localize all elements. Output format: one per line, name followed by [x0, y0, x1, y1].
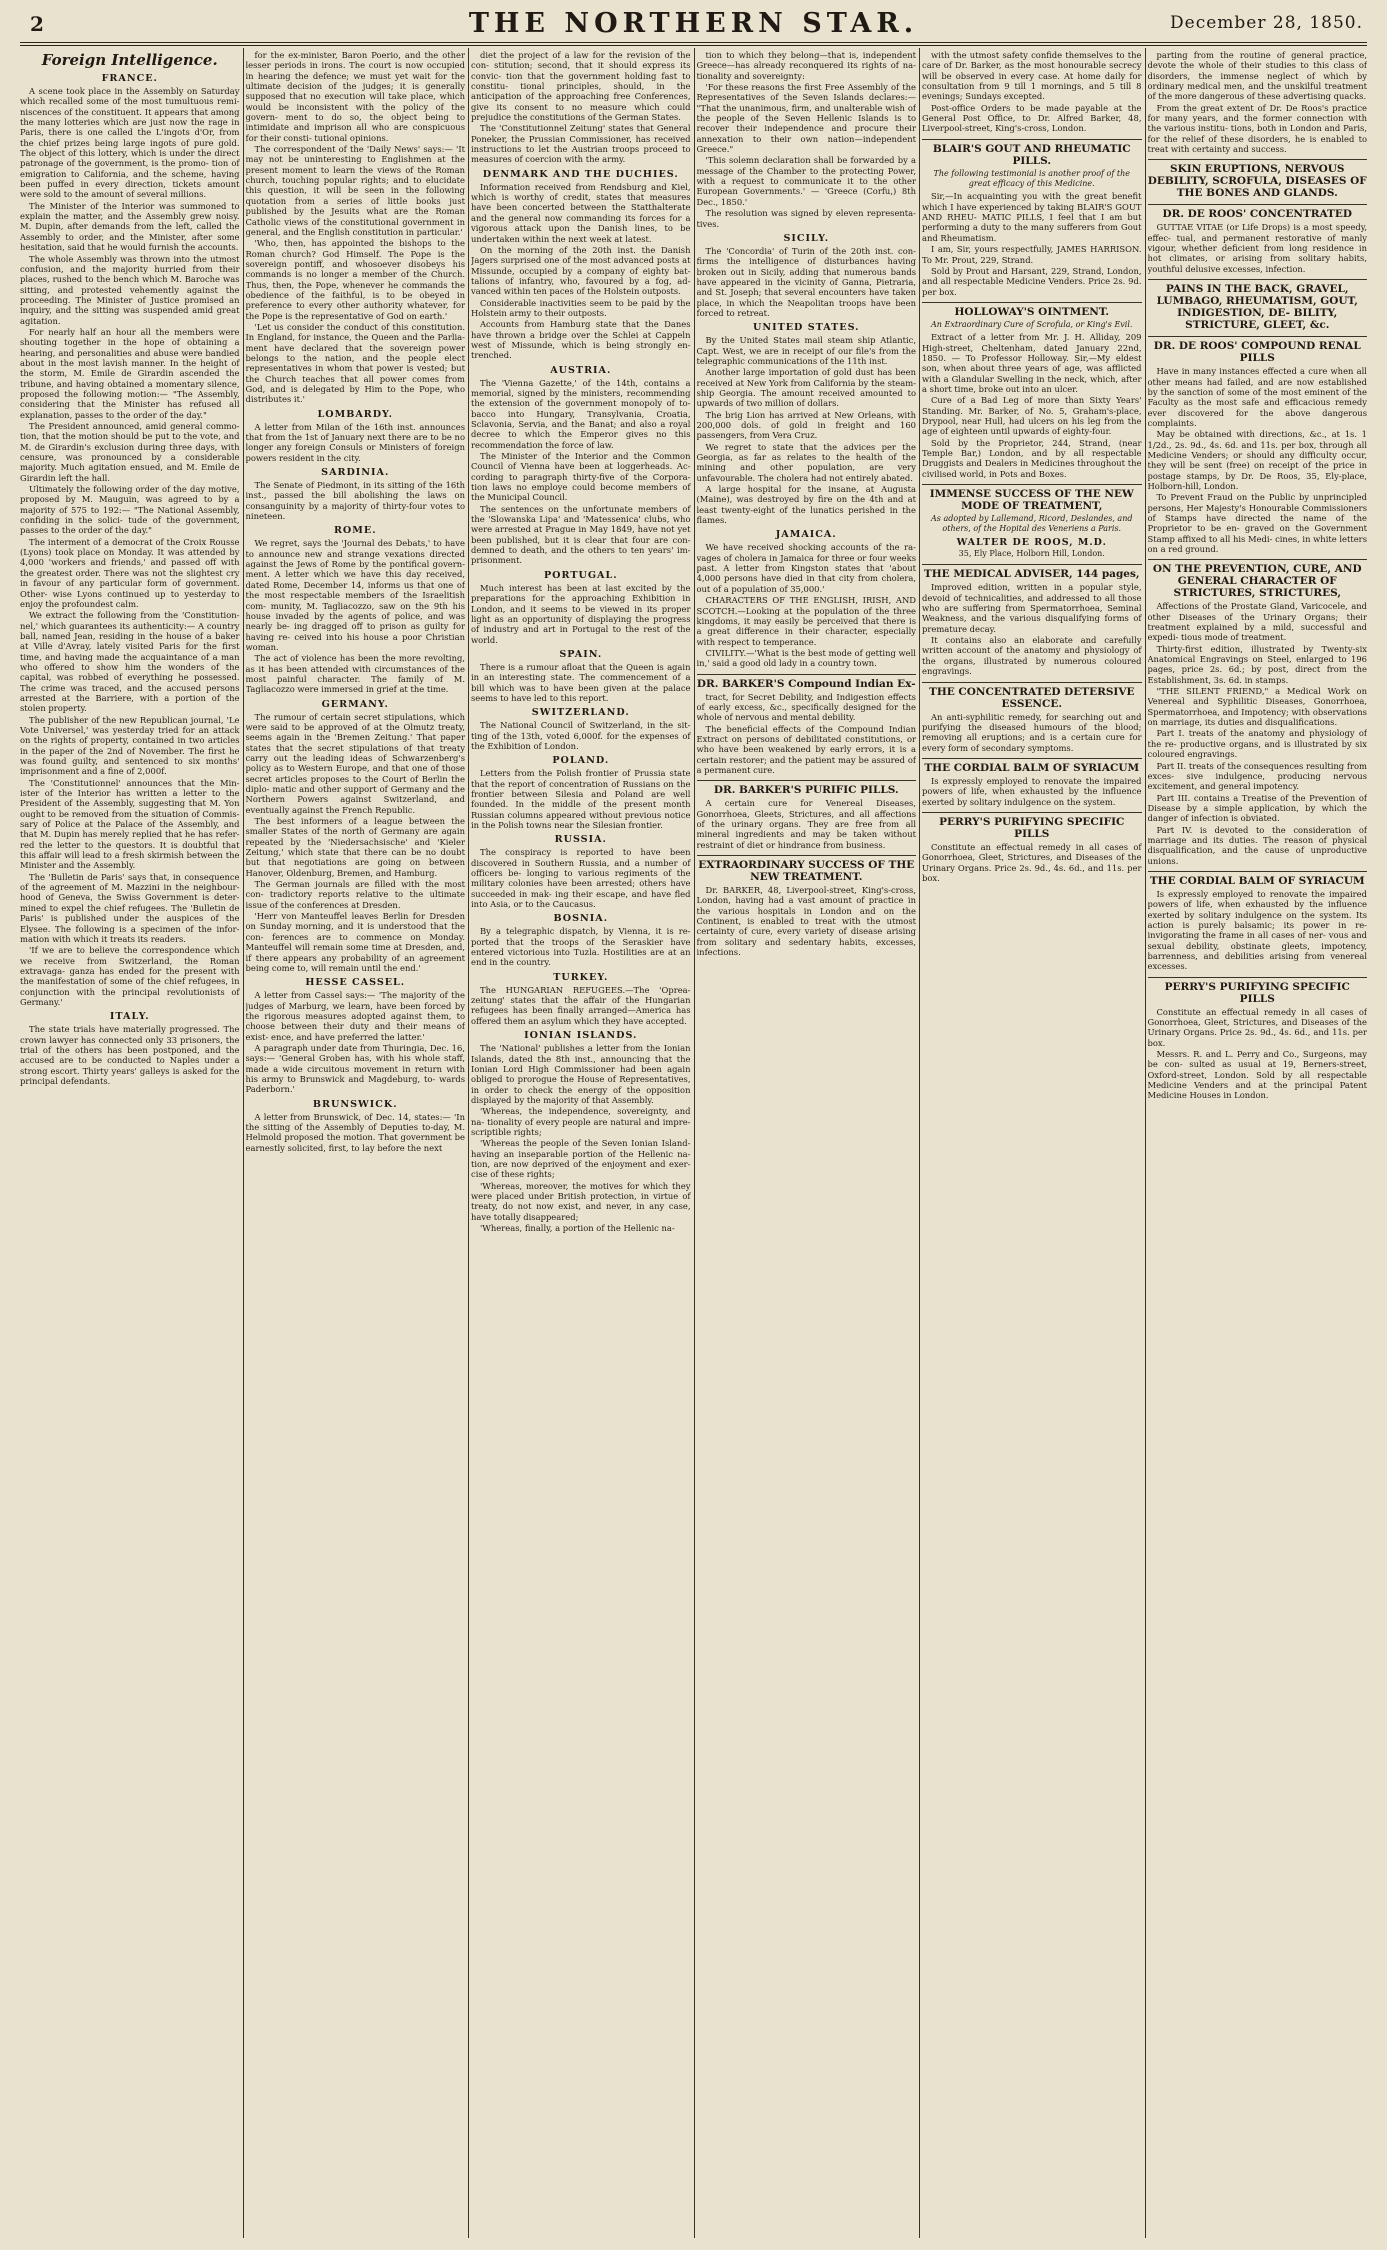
column-divider — [468, 48, 469, 2238]
article-paragraph: I am, Sir, yours respectfully, JAMES HARRISON. To Mr. Prout, 229, Strand. — [922, 244, 1142, 265]
article-paragraph: The state trials have materially progressed. The crown lawyer has connected only 33 prisoners, the trial of the others has been postponed, and the accused are to be conducted to Naples under a strong escort. Thirty years' galleys is asked for the principal defendants. — [20, 1024, 240, 1086]
article-paragraph: Messrs. R. and L. Perry and Co., Surgeons, may be con- sulted as usual at 19, Berners-street, Oxford-street, London. Sold by all respectable Medicine Venders and at the principal Patent Medicine Houses in London. — [1147, 1049, 1367, 1101]
article-paragraph: We have received shocking accounts of the ra- vages of cholera in Jamaica for three or four weeks past. A letter from Kingston states that 'about 4,000 persons have died in that city from cholera, out of a population of 35,000.' — [696, 542, 916, 594]
article-paragraph: Sold by Prout and Harsant, 229, Strand, London, and all respectable Medicine Venders. Price 2s. 9d. per box. — [922, 265, 1142, 297]
country-heading: GERMANY. — [321, 698, 389, 710]
advert-heading: THE MEDICAL ADVISER, 144 pages, — [922, 564, 1142, 580]
article-paragraph: 'Let us consider the conduct of this constitution. In England, for instance, the Queen and the Parlia- ment have declared that the sovereign power belongs to the nation, and the people elect representatives in whom that power is vested; but the Church teaches that all power comes from God, and is delegated by Him to the Pope, who distributes it.' — [245, 321, 465, 405]
country-heading: UNITED STATES. — [752, 322, 860, 334]
article-paragraph: tract, for Secret Debility, and Indigestion effects of early excess, &c., specifically designed for the whole of nervous and mental debility. — [696, 691, 916, 723]
article-paragraph: The resolution was signed by eleven representa- tives. — [696, 208, 916, 229]
column-divider — [243, 48, 244, 2238]
article-paragraph: The rumour of certain secret stipulations, which were said to be approved of at the Olmutz treaty, seems again in the 'Bremen Zeitung.' That paper states that the secret stipulations of that treaty carry out the leading ideas of Schwarzenberg's policy as to Western Europe, and that one of those secret articles proposes to the Court of Berlin the diplo- matic and other support of Germany and the Northern Powers against Switzerland, and eventually against the French Republic. — [245, 711, 465, 815]
article-paragraph: The 'Bulletin de Paris' says that, in consequence of the agreement of M. Mazzini in the neighbour- hood of Geneva, the Swiss Government is deter- mined to expel the chief refugees. The 'Bulletin de Paris' is published under the auspices of the Elysee. The following is a specimen of the infor- mation with which it treats its readers. — [20, 871, 240, 944]
advert-heading: DR. BARKER'S Compound Indian Ex- — [697, 674, 917, 690]
article-paragraph: Sold by the Proprietor, 244, Strand, (near Temple Bar,) London, and by all respectable Druggists and Dealers in Medicines throughout the civilised world, in Pots and Boxes. — [922, 437, 1142, 479]
article-paragraph: diet the project of a law for the revision of the con- stitution; second, that it should express its convic- tion that the government holding fast to constitu- tional principles, should, in the anticipation of the approaching free Conferences, give its consent to no measure which could prejudice the constitutions of the German States. — [471, 50, 691, 123]
article-paragraph: Part IV. is devoted to the consideration of marriage and its duties. The reason of physical disqualification, and the cause of unproductive unions. — [1147, 824, 1367, 866]
article-paragraph: The sentences on the unfortunate members of the 'Slowanska Lipa' and 'Matessenica' clubs, who were arrested at Prague in May 1849, have not yet been published, but it is clear that four are con- demned to death, and the others to ten years' im- prisonment. — [471, 503, 691, 566]
article-paragraph: The whole Assembly was thrown into the utmost confusion, and the majority hurried from their places, rushed to the bench which M. Baroche was sitting, and protested vehemently against the proceeding. The Minister of Justice promised an inquiry, and the sitting was suspended amid great agitation. — [20, 253, 240, 326]
article-paragraph: By the United States mail steam ship Atlantic, Capt. West, we are in receipt of our file's from the telegraphic communications of the 11th inst. — [696, 335, 916, 366]
advert-heading: THE CORDIAL BALM OF SYRIACUM — [1148, 871, 1368, 887]
country-heading: POLAND. — [552, 755, 610, 767]
country-heading: HESSE CASSEL. — [305, 977, 406, 989]
advertiser-name: WALTER DE ROOS, M.D. — [956, 536, 1107, 548]
advert-subheading: The following testimonial is another proof of the great efficacy of this Medicine. — [933, 168, 1130, 189]
article-paragraph: We regret to state that the advices per the Georgia, as far as relates to the health of the mining and other population, are very unfavourable. The cholera had not entirely abated. — [696, 441, 916, 483]
column-2 — [246, 50, 466, 2235]
article-paragraph: Part II. treats of the consequences resulting from exces- sive indulgence, producing nervous excitement, and general impotency. — [1147, 760, 1367, 792]
article-paragraph: A large hospital for the insane, at Augusta (Maine), was destroyed by fire on the 4th and at least twenty-eight of the lunatics perished in the flames. — [696, 484, 916, 526]
article-paragraph: Considerable inactivities seem to be paid by the Holstein army to their outposts. — [471, 297, 691, 318]
article-paragraph: Is expressly employed to renovate the impaired powers of life, when exhausted by the influence exerted by solitary indulgence on the system. — [922, 775, 1142, 807]
advert-heading: BLAIR'S GOUT AND RHEUMATIC PILLS. — [922, 139, 1142, 167]
article-paragraph: 'Whereas, the independence, sovereignty, and na- tionality of every people are natural and impre- scriptible rights; — [471, 1106, 691, 1137]
article-paragraph: A certain cure for Venereal Diseases, Gonorrhoea, Gleets, Strictures, and all affections of the urinary organs. They are free from all mineral ingredients and may be taken without restraint of diet or hindrance from business. — [696, 798, 916, 850]
article-paragraph: The Minister of the Interior and the Common Council of Vienna have been at loggerheads. Ac- cording to paragraph thirty-five of the Corpora- tion laws no employe could become members of the Municipal Council. — [471, 451, 691, 503]
article-paragraph: The President announced, amid general commo- tion, that the motion should be put to the vote, and M. de Girardin's exclusion during three days, with censure, was pronounced by a considerable majority. Much agitation ensued, and M. Emile de Girardin left the hall. — [20, 421, 240, 483]
article-paragraph: We extract the following from the 'Constitution- nel,' which guarantees its authenticity:— A country ball, named Jean, residing in the house of a baker at Ville d'Avray, lately visited Paris for the first time, and having made the acquaintance of a man who offered to show him the wonders of the capital, was robbed of everything he possessed. The crime was traced, and the accused persons arrested at the Barriere, with a portion of the stolen property. — [20, 610, 240, 714]
article-paragraph: 'Who, then, has appointed the bishops to the Roman church? God Himself. The Pope is the sovereign pontiff, and whosoever disobeys his commands is no longer a member of the Church. Thus, then, the Pope, whenever he commands the obedience of the faithful, is to be obeyed in preference to every other authority whatever, for the Pope is the representative of God on earth.' — [245, 238, 465, 321]
advert-heading: THE CONCENTRATED DETERSIVE ESSENCE. — [922, 682, 1142, 710]
column-5 — [922, 50, 1142, 2235]
article-paragraph: The National Council of Switzerland, in the sit- ting of the 13th, voted 6,000f. for the expenses of the Exhibition of London. — [471, 720, 691, 751]
column-4 — [697, 50, 917, 2235]
article-paragraph: A letter from Brunswick, of Dec. 14, states:— 'In the sitting of the Assembly of Deputies to-day, M. Helmold proposed the motion. That government be earnestly solicited, first, to lay before the next — [245, 1111, 465, 1153]
article-paragraph: 'For these reasons the first Free Assembly of the Representatives of the Seven Islands declares:— "That the unanimous, firm, and unalterable wish of the people of the Seven Hellenic Islands is to recover their independence and procure their annexation to their own nation—independent Greece." — [696, 82, 916, 155]
article-paragraph: An anti-syphilitic remedy, for searching out and purifying the diseased humours of the blood; removing all eruptions; and is a certain cure for every form of secondary symptoms. — [922, 711, 1142, 753]
country-heading: ITALY. — [109, 1011, 150, 1023]
article-paragraph: CIVILITY.—'What is the best mode of getting well in,' said a good old lady in a country town. — [696, 647, 916, 669]
article-paragraph: Much interest has been at last excited by the preparations for the approaching Exhibition in London, and it seems to be viewed in its proper light as an opportunity of displaying the progress of industry and art in Portugal to the rest of the world. — [471, 582, 691, 645]
advert-subheading: An Extraordinary Cure of Scrofula, or King's Evil. — [931, 319, 1133, 329]
page-number: 2 — [30, 12, 44, 36]
article-paragraph: The 'Concordia' of Turin of the 20th inst. con- firms the intelligence of disturbances having broken out in Sicily, adding that numerous bands have appeared in the vicinity of Ganna, Pietraria, and St. Joseph; that several encounters have taken place, in which the Neapolitan troops have been forced to retreat. — [696, 245, 916, 318]
country-heading: TURKEY. — [553, 971, 609, 983]
article-paragraph: A paragraph under date from Thuringia, Dec. 16, says:— 'General Groben has, with his whole staff, made a wide circuitous movement in return with his army to Brunswick and Magdeburg, to- wards Paderborn.' — [245, 1042, 465, 1095]
article-paragraph: 'This solemn declaration shall be forwarded by a message of the Chamber to the protecting Power, with a request to communicate it to the other European Governments.' — 'Greece (Corfu,) 8th Dec., 1850.' — [696, 155, 916, 207]
advert-heading: ON THE PREVENTION, CURE, AND GENERAL CHARACTER OF STRICTURES, STRICTURES, — [1148, 559, 1368, 599]
article-paragraph: Accounts from Hamburg state that the Danes have thrown a bridge over the Schlei at Cappeln west of Missunde, which is being strongly en- trenched. — [471, 319, 691, 361]
article-paragraph: The correspondent of the 'Daily News' says:— 'It may not be uninteresting to Englishmen at the present moment to learn the views of the Roman church, touching popular rights; and to elucidate this question, it will be seen in the following quotation from a series of little books just published by the Jesuits what are the Roman Catholic views of the constitutional government in general, and the English constitution in particular.' — [245, 144, 465, 237]
article-paragraph: Thirty-first edition, illustrated by Twenty-six Anatomical Engravings on Steel, enlarged to 196 pages, price 2s. 6d.; by post, direct from the Establishment, 3s. 6d. in stamps. — [1147, 643, 1367, 685]
country-heading: JAMAICA. — [775, 529, 837, 541]
advert-heading: THE CORDIAL BALM OF SYRIACUM — [922, 758, 1142, 774]
column-divider — [694, 48, 695, 2238]
article-paragraph: Part III. contains a Treatise of the Prevention of Disease by a simple application, by which the danger of infection is obviated. — [1147, 792, 1367, 824]
country-heading: IONIAN ISLANDS. — [524, 1030, 638, 1042]
article-paragraph: A letter from Cassel says:— 'The majority of the judges of Marburg, we learn, have been forced by the rigorous measures adopted against them, to choose between their duty and their means of exist- ence, and have preferred the latter.' — [245, 990, 465, 1042]
article-paragraph: 'Whereas the people of the Seven Ionian Island- having an inseparable portion of the Hellenic na- tion, are now deprived of the enjoyment and exer- cise of these rights; — [471, 1138, 691, 1180]
article-paragraph: The Senate of Piedmont, in its sitting of the 16th inst., passed the bill abolishing the laws on consanguinity by a majority of thirty-four votes to nineteen. — [245, 480, 465, 522]
article-paragraph: The German journals are filled with the most con- tradictory reports relative to the ultimate issue of the conferences at Dresden. — [245, 879, 465, 910]
article-paragraph: The act of violence has been the more revolting, as it has been attended with circumstances of the most painful character. The family of M. Tagliacozzo were immersed in grief at the time. — [245, 653, 465, 695]
article-paragraph: The 'Constitutionnel Zeitung' states that General Poneker, the Prussian Commissioner, has received instructions to let the Austrian troops proceed to measures of coercion with the army. — [471, 123, 691, 165]
article-paragraph: From the great extent of Dr. De Roos's practice for many years, and the former connection with the various institu- tions, both in London and Paris, for the relief of these disorders, he is enabled to treat with certainty and success. — [1147, 102, 1367, 155]
country-heading: AUSTRIA. — [550, 364, 612, 376]
country-heading: SARDINIA. — [321, 467, 390, 479]
article-paragraph: Constitute an effectual remedy in all cases of Gonorrhoea, Gleet, Strictures, and Diseases of the Urinary Organs. Price 2s. 9d., 4s. 6d., and 11s. per box. — [922, 841, 1142, 883]
column-3 — [471, 50, 691, 2235]
article-paragraph: Constitute an effectual remedy in all cases of Gonorrhoea, Gleet, Strictures, and Diseases of the Urinary Organs. Price 2s. 9d., 4s. 6d., and 11s. per box. — [1147, 1006, 1367, 1048]
country-heading: FRANCE. — [101, 73, 158, 84]
article-paragraph: To Prevent Fraud on the Public by unprincipled persons, Her Majesty's Honourable Commissioners of Stamps have directed the name of the Proprietor to be en- graved on the Government Stamp affixed to all his Medi- cines, in white letters on a red ground. — [1147, 492, 1367, 554]
article-paragraph: It contains also an elaborate and carefully written account of the anatomy and physiology of the organs, illustrated by numerous coloured engravings. — [922, 635, 1142, 677]
article-paragraph: May be obtained with directions, &c., at 1s. 1 1/2d., 2s. 9d., 4s. 6d. and 11s. per box, through all Medicine Venders; or should any difficulty occur, they will be sent (free) on receipt of the price in postage stamps, by Dr. De Roos, 35, Ely-place, Holborn-hill, London. — [1147, 429, 1367, 491]
article-paragraph: The 'National' publishes a letter from the Ionian Islands, dated the 8th inst., announcing that the Ionian Lord High Commissioner had been again obliged to prorogue the House of Representatives, in order to check the energy of the opposition displayed by the majority of that Assembly. — [471, 1043, 691, 1105]
article-paragraph: Ultimately the following order of the day motive, proposed by M. Mauguin, was agreed to by a majority of 575 to 192:— "The National Assembly, confiding in the solici- tude of the government, passes to the order of the day." — [20, 484, 240, 536]
column-6 — [1148, 50, 1368, 2235]
article-paragraph: The 'Vienna Gazette,' of the 14th, contains a memorial, signed by the ministers, recommending the extension of the government monopoly of to- bacco into Hungary, Transylvania, Croatia, Sclavonia, Servia, and the Banat; and also a royal decree to which the Emperor gives no this recommendation the force of law. — [471, 377, 691, 450]
advert-heading: DR. DE ROOS' CONCENTRATED — [1148, 204, 1368, 220]
article-paragraph: with the utmost safety confide themselves to the care of Dr. Barker, as the most honourable secrecy will be observed in every case. At home daily for consultation from 9 till 1 mornings, and 5 till 8 evenings; Sundays excepted. — [922, 50, 1142, 102]
advert-heading: PERRY'S PURIFYING SPECIFIC PILLS — [1148, 977, 1368, 1005]
advert-heading: PERRY'S PURIFYING SPECIFIC PILLS — [922, 812, 1142, 840]
article-paragraph: Post-office Orders to be made payable at the General Post Office, to Dr. Alfred Barker, 48, Liverpool-street, King's-cross, London. — [922, 102, 1142, 134]
section-heading: Foreign Intelligence. — [41, 51, 218, 69]
article-paragraph: The interment of a democrat of the Croix Rousse (Lyons) took place on Monday. It was attended by 4,000 'workers and friends,' and passed off with the greatest order. There was not the slightest cry in favour of any particular form of government. Other- wise Lyons continued up to yesterday to enjoy the profoundest calm. — [20, 536, 240, 609]
article-paragraph: A scene took place in the Assembly on Saturday which recalled some of the most tumultuous remi- niscences of the constituent. It appears that among the many lotteries which are just now the rage in Paris, there is one called the L'ingots d'Or, from the chief prizes being large ingots of pure gold. The object of this lottery, which is under the direct patronage of the government, is the promo- tion of emigration to California, and the scheme, having been puffed in every direction, tickets amount were sold to the amount of several millions. — [20, 86, 240, 200]
article-paragraph: The best informers of a league between the smaller States of the north of Germany are again repeated by the 'Niedersachsische' and 'Kieler Zeitung,' which state that there can be no doubt but that negotiations are going on between Hanover, Oldenburg, Bremen, and Hamburg. — [245, 816, 465, 878]
article-paragraph: Extract of a letter from Mr. J. H. Alliday, 209 High-street, Cheltenham, dated January 22nd, 1850. — To Professor Holloway. Sir,—My eldest son, when about three years of age, was afflicted with a Glandular Swelling in the neck, which, after a short time, broke out into an ulcer. — [922, 332, 1142, 394]
article-paragraph: On the morning of the 20th inst. the Danish Jagers surprised one of the most advanced posts at Missunde, occupied by a company of eighty bat- talions of infantry, who, favoured by a fog, ad- vanced within ten paces of the Holstein outposts. — [471, 244, 691, 297]
column-divider — [919, 48, 920, 2238]
article-paragraph: "THE SILENT FRIEND," a Medical Work on Venereal and Syphilitic Diseases, Gonorrhoea, Spermatorrhoea, and Impotency; with observations on marriage, its duties and disqualifications. — [1147, 686, 1367, 728]
article-paragraph: Cure of a Bad Leg of more than Sixty Years' Standing. Mr. Barker, of No. 5, Graham's-place, Drypool, near Hull, had ulcers on his leg from the age of eighteen until upwards of eighty-four. — [922, 395, 1142, 437]
advert-heading: SKIN ERUPTIONS, NERVOUS DEBILITY, SCROFULA, DISEASES OF THE BONES AND GLANDS. — [1148, 159, 1368, 199]
article-paragraph: The publisher of the new Republican journal, 'Le Vote Universel,' was yesterday tried for an attack on the rights of property, contained in two articles in the paper of the 2nd of November. The first he was found guilty, and sentenced to six months' imprisonment and a fine of 2,000f. — [20, 714, 240, 777]
article-paragraph: Sir,—In acquainting you with the great benefit which I have experienced by taking BLAIR'S GOUT AND RHEU- MATIC PILLS, I feel that I am but performing a duty to the many sufferers from Gout and Rheumatism. — [922, 191, 1142, 243]
article-paragraph: The 'Constitutionnel' announces that the Min- ister of the Interior has written a letter to the President of the Assembly, suggesting that M. Yon ought to be removed from the situation of Commis- sary of Police at the Palace of the Assembly, and that M. Dupin has merely replied that he has refer- red the letter to the questors. It is doubtful that this affair will lead to a fresh skirmish between the Minister and the Assembly. — [20, 777, 240, 871]
country-heading: LOMBARDY. — [317, 408, 394, 420]
article-paragraph: Another large importation of gold dust has been received at New York from California by the steam- ship Georgia. The amount received amounted to upwards of two million of dollars. — [696, 367, 916, 409]
article-paragraph: Information received from Rendsburg and Kiel, which is worthy of credit, states that measures have been concerted between the Statthalterate and the general now commanding its forces for a vigorous attack upon the Danish lines, to be undertaken within the next week at latest. — [471, 181, 691, 244]
advert-heading: DR. DE ROOS' COMPOUND RENAL PILLS — [1148, 336, 1368, 364]
article-paragraph: Part I. treats of the anatomy and physiology of the re- productive organs, and is illustrated by six coloured engravings. — [1147, 728, 1367, 760]
advert-heading: HOLLOWAY'S OINTMENT. — [922, 302, 1142, 318]
issue-date: December 28, 1850. — [1170, 13, 1363, 33]
article-paragraph: Have in many instances effected a cure when all other means had failed, and are now established by the sanction of some of the most eminent of the Faculty as the most safe and efficacious remedy ever discovered for the above dangerous complaints. — [1147, 366, 1367, 428]
article-paragraph: For nearly half an hour all the members were shouting together in the hope of obtaining a hearing, and personalities and abuse were bandied about in the most lavish manner. In the height of the storm, M. Emile de Girardin ascended the tribune, and having obtained a momentary silence, proposed the following motion:— "The Assembly, considering that the Minister has refused all explanation, passes to the order of the day." — [20, 326, 240, 420]
masthead-rule-inner — [20, 45, 1367, 46]
article-paragraph: for the ex-minister, Baron Poerio, and the other lesser periods in irons. The court is now occupied in hearing the defence; we must yet wait for the ultimate decision of the judges; it is generally supposed that no execution will take place, which would be inconsistent with the policy of the govern- ment to do so, the object being to intimidate and imprison all who are conspicuous for their consti- tutional opinions. — [245, 50, 465, 143]
masthead — [20, 6, 1367, 40]
article-paragraph: Dr. BARKER, 48, Liverpool-street, King's-cross, London, having had a vast amount of practice in the various hospitals in London and on the Continent, is enabled to treat with the utmost certainty of cure, every variety of disease arising from solitary and sedentary habits, excesses, infections. — [696, 885, 916, 958]
country-heading: SICILY. — [783, 232, 830, 244]
article-paragraph: GUTTAE VITAE (or Life Drops) is a most speedy, effec- tual, and permanent restorative of manly vigour, whether deficient from long residence in hot climates, or arising from solitary habits, youthful delusive excesses, infection. — [1147, 222, 1367, 274]
article-paragraph: Letters from the Polish frontier of Prussia state that the report of concentration of Russians on the frontier between Silesia and Poland are well founded. In the middle of the present month Russian columns appeared without previous notice in the Polish towns near the Silesian frontier. — [471, 768, 691, 830]
article-paragraph: parting from the routine of general practice, devote the whole of their studies to this class of disorders, the immense neglect of which by ordinary medical men, and the unskilful treatment of the more dangerous of these advertising quacks. — [1147, 50, 1367, 102]
advert-heading: DR. BARKER'S PURIFIC PILLS. — [697, 780, 917, 796]
country-heading: RUSSIA. — [554, 834, 607, 846]
article-paragraph: A letter from Milan of the 16th inst. announces that from the 1st of January next there are to be no longer any foreign Consuls or Ministers of foreign powers resident in the city. — [245, 421, 465, 463]
article-paragraph: 'Herr von Manteuffel leaves Berlin for Dresden on Sunday morning, and it is understood that the con- ferences are to commence on Monday. Manteuffel will remain some time at Dresden, and, if there appears any probability of an agreement being come to, will remain until the end.' — [245, 911, 465, 973]
country-heading: BRUNSWICK. — [312, 1098, 398, 1110]
article-paragraph: 'Whereas, moreover, the motives for which they were placed under British protection, in virtue of treaty, do not now exist, and never, in any case, have totally disappeared; — [471, 1180, 691, 1222]
article-paragraph: We regret, says the 'Journal des Debats,' to have to announce new and strange vexations directed against the Jews of Rome by the pontifical govern- ment. A letter which we have this day received, dated Rome, December 14, informs us that one of the most respectable members of the Israelitish com- munity, M. Tagliacozzo, saw on the 9th his house invaded by the agents of police, and was nearly be- ing dragged off to prison as guilty for having re- ceived into his house a poor Christian woman. — [245, 538, 465, 652]
advert-subheading: As adopted by Lallemand, Ricord, Deslandes, and others, of the Hopital des Veneriens a Paris. — [931, 514, 1133, 534]
advertiser-address: 35, Ely Place, Holborn Hill, London. — [958, 549, 1105, 559]
article-paragraph: tion to which they belong—that is, independent Greece—has already reconquered its rights of na- tionality and sovereignty: — [696, 50, 916, 81]
article-paragraph: The HUNGARIAN REFUGEES.—The 'Oprea- zeitung' states that the affair of the Hungarian refugees has been finally arranged—America has offered them an asylum which they have accepted. — [471, 984, 691, 1026]
article-paragraph: Is expressly employed to renovate the impaired powers of life, when exhausted by the influence exerted by solitary indulgence on the system. Its action is purely balsamic; its power in re-invigorating the frame in all cases of ner- vous and sexual debility, obstinate gleets, impotency, barrenness, and debilities arising from venereal excesses. — [1147, 888, 1367, 972]
article-paragraph: 'Whereas, finally, a portion of the Hellenic na- — [480, 1223, 675, 1233]
article-paragraph: By a telegraphic dispatch, by Vienna, it is re- ported that the troops of the Seraskier have entered victorious into Tuzla. Hostilities are at an end in the country. — [471, 926, 691, 968]
advert-heading: IMMENSE SUCCESS OF THE NEW MODE OF TREATMENT, — [922, 484, 1142, 512]
country-heading: DENMARK AND THE DUCHIES. — [482, 168, 679, 180]
article-paragraph: Improved edition, written in a popular style, devoid of technicalities, and addressed to all those who are suffering from Spermatorrhoea, Seminal Weakness, and the various disqualifying forms of premature decay. — [922, 582, 1142, 634]
article-paragraph: 'If we are to believe the correspondence which we receive from Switzerland, the Roman extravaga- ganza has ended for the present with the manifestation of some of the chief refugees, in conjunction with the principal revolutionists of Germany.' — [20, 945, 240, 1007]
article-paragraph: The conspiracy is reported to have been discovered in Southern Russia, and a number of officers be- longing to various regiments of the military colonies have been arrested; others have succeeded in mak- ing their escape, and have fled into Asia, or to the Caucasus. — [471, 847, 691, 910]
country-heading: PORTUGAL. — [543, 569, 618, 581]
country-heading: SWITZERLAND. — [531, 707, 630, 719]
article-paragraph: Affections of the Prostate Gland, Varicocele, and other Diseases of the Urinary Organs; their treatment explained by a mild, successful and expedi- tious mode of treatment. — [1147, 601, 1367, 643]
masthead-rule — [20, 42, 1367, 43]
article-paragraph: The Minister of the Interior was summoned to explain the matter, and the Assembly grew noisy. M. Dupin, after demands from the left, called the Assembly to order, and the Minister, after some hesitation, said that he would furnish the accounts. — [20, 200, 240, 253]
country-heading: BOSNIA. — [553, 913, 609, 925]
advert-heading: PAINS IN THE BACK, GRAVEL, LUMBAGO, RHEUMATISM, GOUT, INDIGESTION, DE- BILITY, STRICTURE, GLEET, &c. — [1148, 279, 1368, 331]
advert-heading: EXTRAORDINARY SUCCESS OF THE NEW TREATMENT. — [697, 855, 917, 883]
article-paragraph: The brig Lion has arrived at New Orleans, with 200,000 dols. of gold in freight and 160 passengers, from Vera Cruz. — [696, 409, 916, 441]
column-divider — [1145, 48, 1146, 2238]
article-paragraph: There is a rumour afloat that the Queen is again in an interesting state. The commencement of a bill which was to have been given at the palace seems to have led to this report. — [471, 661, 691, 703]
newspaper-title: THE NORTHERN STAR. — [468, 8, 919, 39]
article-paragraph: CHARACTERS OF THE ENGLISH, IRISH, AND SCOTCH.—Looking at the population of the three kingdoms, it may easily be perceived that there is a great difference in their character, especially with respect to temperance. — [696, 595, 916, 647]
column-1 — [20, 50, 240, 2235]
article-paragraph: The beneficial effects of the Compound Indian Extract on persons of debilitated constitutions, or who have been weakened by early errors, it is a certain restorer; and the patient may be assured of a permanent cure. — [696, 723, 916, 775]
country-heading: SPAIN. — [559, 648, 603, 660]
country-heading: ROME. — [333, 525, 377, 537]
